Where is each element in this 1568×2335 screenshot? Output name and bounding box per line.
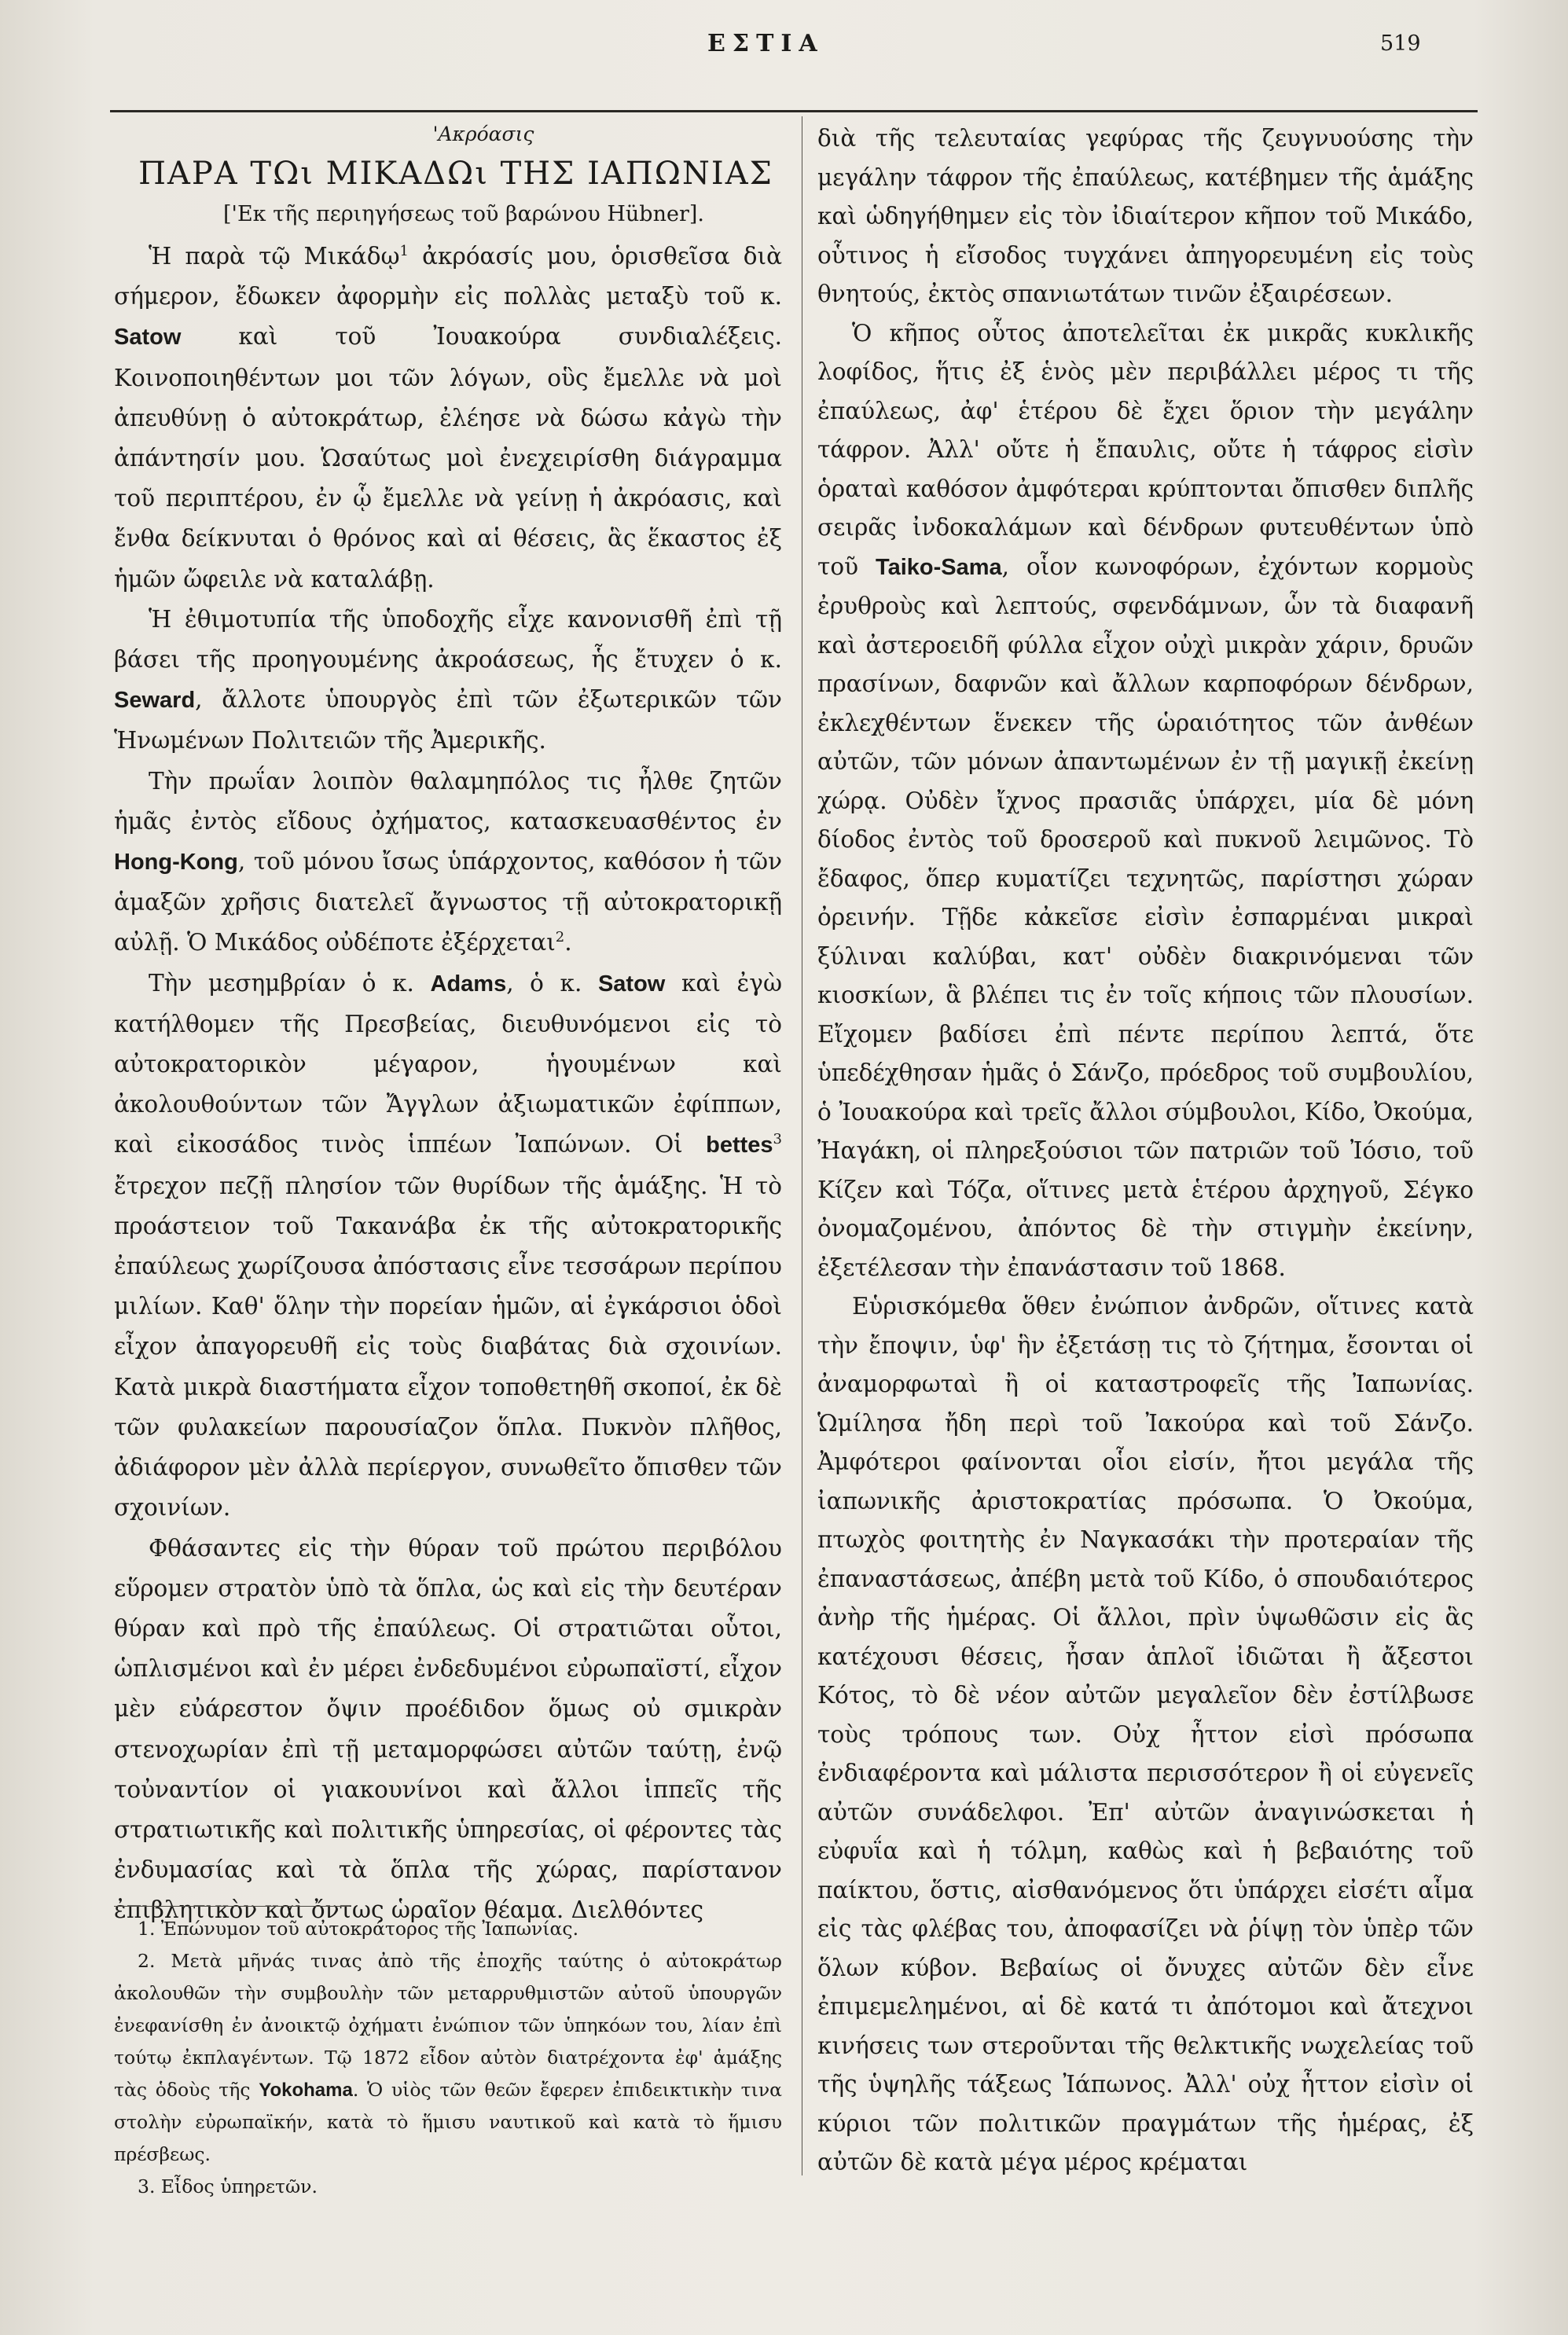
page-number: 519 xyxy=(1380,31,1421,56)
right-column xyxy=(817,119,1474,2183)
paragraph: Ὁ κῆπος οὗτος ἀποτελεῖται ἐκ μικρᾶς κυκλικῆς λοφίδος, ἥτις ἐξ ἑνὸς μὲν περιβάλλει μέρος τι τῆς ἐπαύλεως, ἀφ' ἑτέρου δὲ ἔχει ὅριον τὴν μεγάλην τάφρον. Ἀλλ' οὔτε ἡ ἔπαυλις, οὔτε ἡ τάφρος εἰσὶν ὁραταὶ καθόσον ἀμφότεραι κρύπτονται ὄπισθεν διπλῆς σειρᾶς ἰνδοκαλάμων καὶ δένδρων φυτευθέντων ὑπὸ τοῦ Taiko-Sama, οἷον κωνοφόρων, ἐχόντων κορμοὺς ἐρυθροὺς καὶ λεπτούς, σφενδάμνων, ὧν τὰ διαφανῆ καὶ ἀστεροειδῆ φύλλα εἶχον οὐχὶ μικρὰν χάριν, δρυῶν πρασίνων, δαφνῶν καὶ ἄλλων καρποφόρων δένδρων, ἐκλεχθέντων ἕνεκεν τῆς ὡραιότητος τῶν ἀνθέων αὐτῶν, τῶν μόνων ἀπαντωμένων ἐν τῇ μαγικῇ ἐκείνῃ χώρᾳ. Οὐδὲν ἴχνος πρασιᾶς ὑπάρχει, μία δὲ μόνη δίοδος ἐντὸς τοῦ δροσεροῦ καὶ πυκνοῦ λειμῶνος. Τὸ ἔδαφος, ὅπερ κυματίζει τεχνητῶς, παρίστησι χώραν ὀρεινήν. Τῇδε κἀκεῖσε εἰσὶν ἐσπαρμέναι μικραὶ ξύλιναι καλύβαι, κατ' οὐδὲν διακρινόμεναι τῶν κιοσκίων, ἃ βλέπει τις ἐν τοῖς κήποις τῶν πλουσίων. Εἴχομεν βαδίσει ἐπὶ πέντε περίπου λεπτά, ὅτε ὑπεδέχθησαν ἡμᾶς ὁ Σάνζο, πρόεδρος τοῦ συμβουλίου, ὁ Ἰουακούρα καὶ τρεῖς ἄλλοι σύμβουλοι, Κίδο, Ὀκούμα, Ἠαγάκη, οἱ πληρεξούσιοι τῶν πατριῶν τοῦ Ἰόσιο, τοῦ Κίζεν καὶ Τόζα, οἵτινες μετὰ ἑτέρου ἀρχηγοῦ, Σέγκο ὀνομαζομένου, ἀπόντος δὲ τὴν στιγμὴν ἐκείνην, ἐξετέλεσαν τὴν ἐπανάστασιν τοῦ 1868. xyxy=(817,319,1474,1281)
footnote: 1. Ἐπώνυμον τοῦ αὐτοκράτορος τῆς Ἰαπωνίας. xyxy=(138,1918,579,1940)
article-title: ΠΑΡΑ ΤΩι ΜΙΚΑΔΩι ΤΗΣ ΙΑΠΩΝΙΑΣ xyxy=(138,156,773,192)
article-source: ['Εκ τῆς περιηγήσεως τοῦ βαρώνου Hübner]. xyxy=(223,202,704,226)
paragraph: Ἡ ἐθιμοτυπία τῆς ὑποδοχῆς εἶχε κανονισθῆ ἐπὶ τῇ βάσει τῆς προηγουμένης ἀκροάσεως, ἧς ἔτυχεν ὁ κ. Seward, ἄλλοτε ὑπουργὸς ἐπὶ τῶν ἐξωτερικῶν τῶν Ἡνωμένων Πολιτειῶν τῆς Ἀμερικῆς. xyxy=(114,605,782,754)
paragraph: Τὴν πρωΐαν λοιπὸν θαλαμηπόλος τις ἦλθε ζητῶν ἡμᾶς ἐντὸς εἴδους ὀχήματος, κατασκευασθέντος ἐν Hong-Kong, τοῦ μόνου ἴσως ὑπάρχοντος, καθόσον ἡ τῶν ἁμαξῶν χρῆσις διατελεῖ ἄγνωστος τῇ αὐτοκρατορικῇ αὐλῇ. Ὁ Μικάδος οὐδέποτε ἐξέρχεται$^2$. xyxy=(114,767,782,956)
paragraph: Εὑρισκόμεθα ὅθεν ἐνώπιον ἀνδρῶν, οἵτινες κατὰ τὴν ἔποψιν, ὑφ' ἣν ἐξετάσῃ τις τὸ ζήτημα, ἔσονται οἱ ἀναμορφωταὶ ἢ οἱ καταστροφεῖς τῆς Ἰαπωνίας. Ὡμίλησα ἤδη περὶ τοῦ Ἰακούρα καὶ τοῦ Σάνζο. Ἀμφότεροι φαίνονται οἷοι εἰσίν, ἤτοι μεγάλα τῆς ἰαπωνικῆς ἀριστοκρατίας πρόσωπα. Ὁ Ὀκούμα, πτωχὸς φοιτητὴς ἐν Ναγκασάκι τὴν προτεραίαν τῆς ἐπαναστάσεως, ἀπέβη μετὰ τοῦ Κίδο, ὁ σπουδαιότερος ἀνὴρ τῆς ἡμέρας. Οἱ ἄλλοι, πρὶν ὑψωθῶσιν εἰς ἃς κατέχουσι θέσεις, ἦσαν ἁπλοῖ ἰδιῶται ἢ ἄξεστοι Κότος, τὸ δὲ νέον αὐτῶν μεγαλεῖον δὲν ἐστίλβωσε τοὺς τρόπους των. Οὐχ ἧττον εἰσὶ πρόσωπα ἐνδιαφέροντα καὶ μάλιστα περισσότερον ἢ οἱ εὐγενεῖς αὐτῶν συνάδελφοι. Ἐπ' αὐτῶν ἀναγινώσκεται ἡ εὐφυΐα καὶ ἡ τόλμη, καθὼς καὶ ἡ βεβαιότης τοῦ παίκτου, ὅστις, αἰσθανόμενος ὅτι ὑπάρχει εἰσέτι αἷμα εἰς τὰς φλέβας του, ἀποφασίζει νὰ ῥίψῃ τὸν ὑπὲρ τῶν ὅλων κύβον. Βεβαίως οἱ ὄνυχες αὐτῶν δὲν εἶνε ἐπιμεμελημένοι, αἱ δὲ κατά τι ἀπότομοι καὶ ἄτεχνοι κινήσεις των στεροῦνται τῆς θελκτικῆς νωχελείας τοῦ τῆς ὑψηλῆς τάξεως Ἰάπωνος. Ἀλλ' οὐχ ἧττον εἰσὶν οἱ κύριοι τῶν πολιτικῶν πραγμάτων τῆς ἡμέρας, ἐξ αὐτῶν δὲ κατὰ μέγα μέρος κρέμαται xyxy=(817,1293,1474,2175)
latin-name: Satow xyxy=(114,325,182,351)
article-kicker: 'Ακρόασις xyxy=(432,123,534,145)
paragraph: Φθάσαντες εἰς τὴν θύραν τοῦ πρώτου περιβόλου εὕρομεν στρατὸν ὑπὸ τὰ ὅπλα, ὡς καὶ εἰς τὴν δευτέραν θύραν καὶ πρὸ τῆς ἐπαύλεως. Οἱ στρατιῶται οὗτοι, ὡπλισμένοι καὶ ἐν μέρει ἐνδεδυμένοι εὐρωπαϊστί, εἶχον μὲν εὐάρεστον ὄψιν προέδιδον ὅμως οὐ σμικρὰν στενοχωρίαν ἐπὶ τῇ μεταμορφώσει αὐτῶν ταύτῃ, ἐνῷ τοὐναντίον οἱ γιακουνίνοι καὶ ἄλλοι ἱππεῖς τῆς στρατιωτικῆς καὶ πολιτικῆς ὑπηρεσίας, οἱ φέροντες τὰς ἐνδυμασίας καὶ τὰ ὅπλα τῆς χώρας, παρίστανον ἐπιβλητικὸν καὶ ὄντως ὡραῖον θέαμα. Διελθόντες xyxy=(114,1534,782,1924)
footnotes xyxy=(114,1906,782,2203)
footnote: 2. Μετὰ μῆνάς τινας ἀπὸ τῆς ἐποχῆς ταύτης ὁ αὐτοκράτωρ ἀκολουθῶν τὴν συμβουλὴν τῶν μεταρρυθμιστῶν αὐτοῦ ὑπουργῶν ἐνεφανίσθη ἐν ἀνοικτῷ ὀχήματι ἐνώπιον τῶν ὑπηκόων του, λίαν ἐπὶ τούτῳ ἐκπλαγέντων. Τῷ 1872 εἶδον αὐτὸν διατρέχοντα ἐφ' ἁμάξης τὰς ὁδοὺς τῆς Yokohama. Ὁ υἱὸς τῶν θεῶν ἔφερεν ἐπιδεικτικὴν τινα στολὴν εὐρωπαϊκήν, κατὰ τὸ ἥμισυ ναυτικοῦ καὶ κατὰ τὸ ἥμισυ πρέσβεως. xyxy=(114,1950,782,2165)
latin-name: Yokohama xyxy=(259,2080,353,2101)
paragraph: Ἡ παρὰ τῷ Μικάδῳ$^1$ ἀκρόασίς μου, ὁρισθεῖσα διὰ σήμερον, ἔδωκεν ἀφορμὴν εἰς πολλὰς μεταξὺ τοῦ κ. Satow καὶ τοῦ Ἰουακούρα συνδιαλέξεις. Κοινοποιηθέντων μοι τῶν λόγων, οὓς ἔμελλε νὰ μοὶ ἀπευθύνῃ ὁ αὐτοκράτωρ, ἐλέησε νὰ δώσω κἀγὼ τὴν ἀπάντησίν μου. Ὡσαύτως μοὶ ἐνεχειρίσθη διάγραμμα τοῦ περιπτέρου, ἐν ᾧ ἔμελλε νὰ γείνῃ ἡ ἀκρόασις, καὶ ἔνθα δείκνυται ὁ θρόνος καὶ αἱ θέσεις, ἃς ἕκαστος ἐξ ἡμῶν ὤφειλε νὰ καταλάβῃ. xyxy=(114,243,782,593)
latin-name: bettes xyxy=(706,1133,773,1158)
page-header xyxy=(0,0,1568,110)
running-title: ΕΣΤΙΑ xyxy=(707,30,824,57)
header-rule xyxy=(110,110,1478,112)
paragraph: διὰ τῆς τελευταίας γεφύρας τῆς ζευγνυούσης τὴν μεγάλην τάφρον τῆς ἐπαύλεως, κατέβημεν τῆς ἁμάξης καὶ ὡδηγήθημεν εἰς τὸν ἰδιαίτερον κῆπον τοῦ Μικάδο, οὗτινος ἡ εἴσοδος τυγχάνει ἀπηγορευμένη εἰς τοὺς θνητούς, ἐκτὸς σπανιωτάτων τινῶν ἐξαιρέσεων. xyxy=(817,125,1474,307)
footnote: 3. Εἶδος ὑπηρετῶν. xyxy=(138,2175,318,2197)
latin-name: Satow xyxy=(597,971,666,997)
footnote-ref: 3 xyxy=(773,1131,782,1148)
footnote-rule xyxy=(114,1906,350,1907)
footnote-ref: 1 xyxy=(399,243,409,260)
paragraph: Τὴν μεσημβρίαν ὁ κ. Adams, ὁ κ. Satow καὶ ἐγὼ κατήλθομεν τῆς Πρεσβείας, διευθυνόμενοι εἰς τὸ αὐτοκρατορικὸν μέγαρον, ἡγουμένων καὶ ἀκολουθούντων τῶν Ἄγγλων ἀξιωματικῶν ἐφίππων, καὶ εἰκοσάδος τινὸς ἱππέων Ἰαπώνων. Οἱ bettes$^3$ ἔτρεχον πεζῇ πλησίον τῶν θυρίδων τῆς ἁμάξης. Ἡ τὸ προάστειον τοῦ Τακανάβα ἐκ τῆς αὐτοκρατορικῆς ἐπαύλεως χωρίζουσα ἀπόστασις εἶνε τεσσάρων περίπου μιλίων. Καθ' ὅλην τὴν πορείαν ἡμῶν, αἱ ἐγκάρσιοι ὁδοὶ εἶχον ἀπαγορευθῆ εἰς τοὺς διαβάτας διὰ σχοινίων. Κατὰ μικρὰ διαστήματα εἶχον τοποθετηθῆ σκοποί, ἐκ δὲ τῶν φυλακείων παρουσίαζον ὅπλα. Πυκνὸν πλῆθος, ἀδιάφορον μὲν ἀλλὰ περίεργον, συνωθεῖτο ὄπισθεν τῶν σχοινίων. xyxy=(114,969,782,1522)
footnote-ref: 2 xyxy=(555,929,565,946)
latin-name: Seward xyxy=(114,688,196,714)
latin-name: Hong-Kong xyxy=(114,850,238,876)
latin-name: Adams xyxy=(430,971,507,997)
left-column xyxy=(114,118,782,1931)
latin-name: Taiko-Sama xyxy=(876,554,1002,580)
